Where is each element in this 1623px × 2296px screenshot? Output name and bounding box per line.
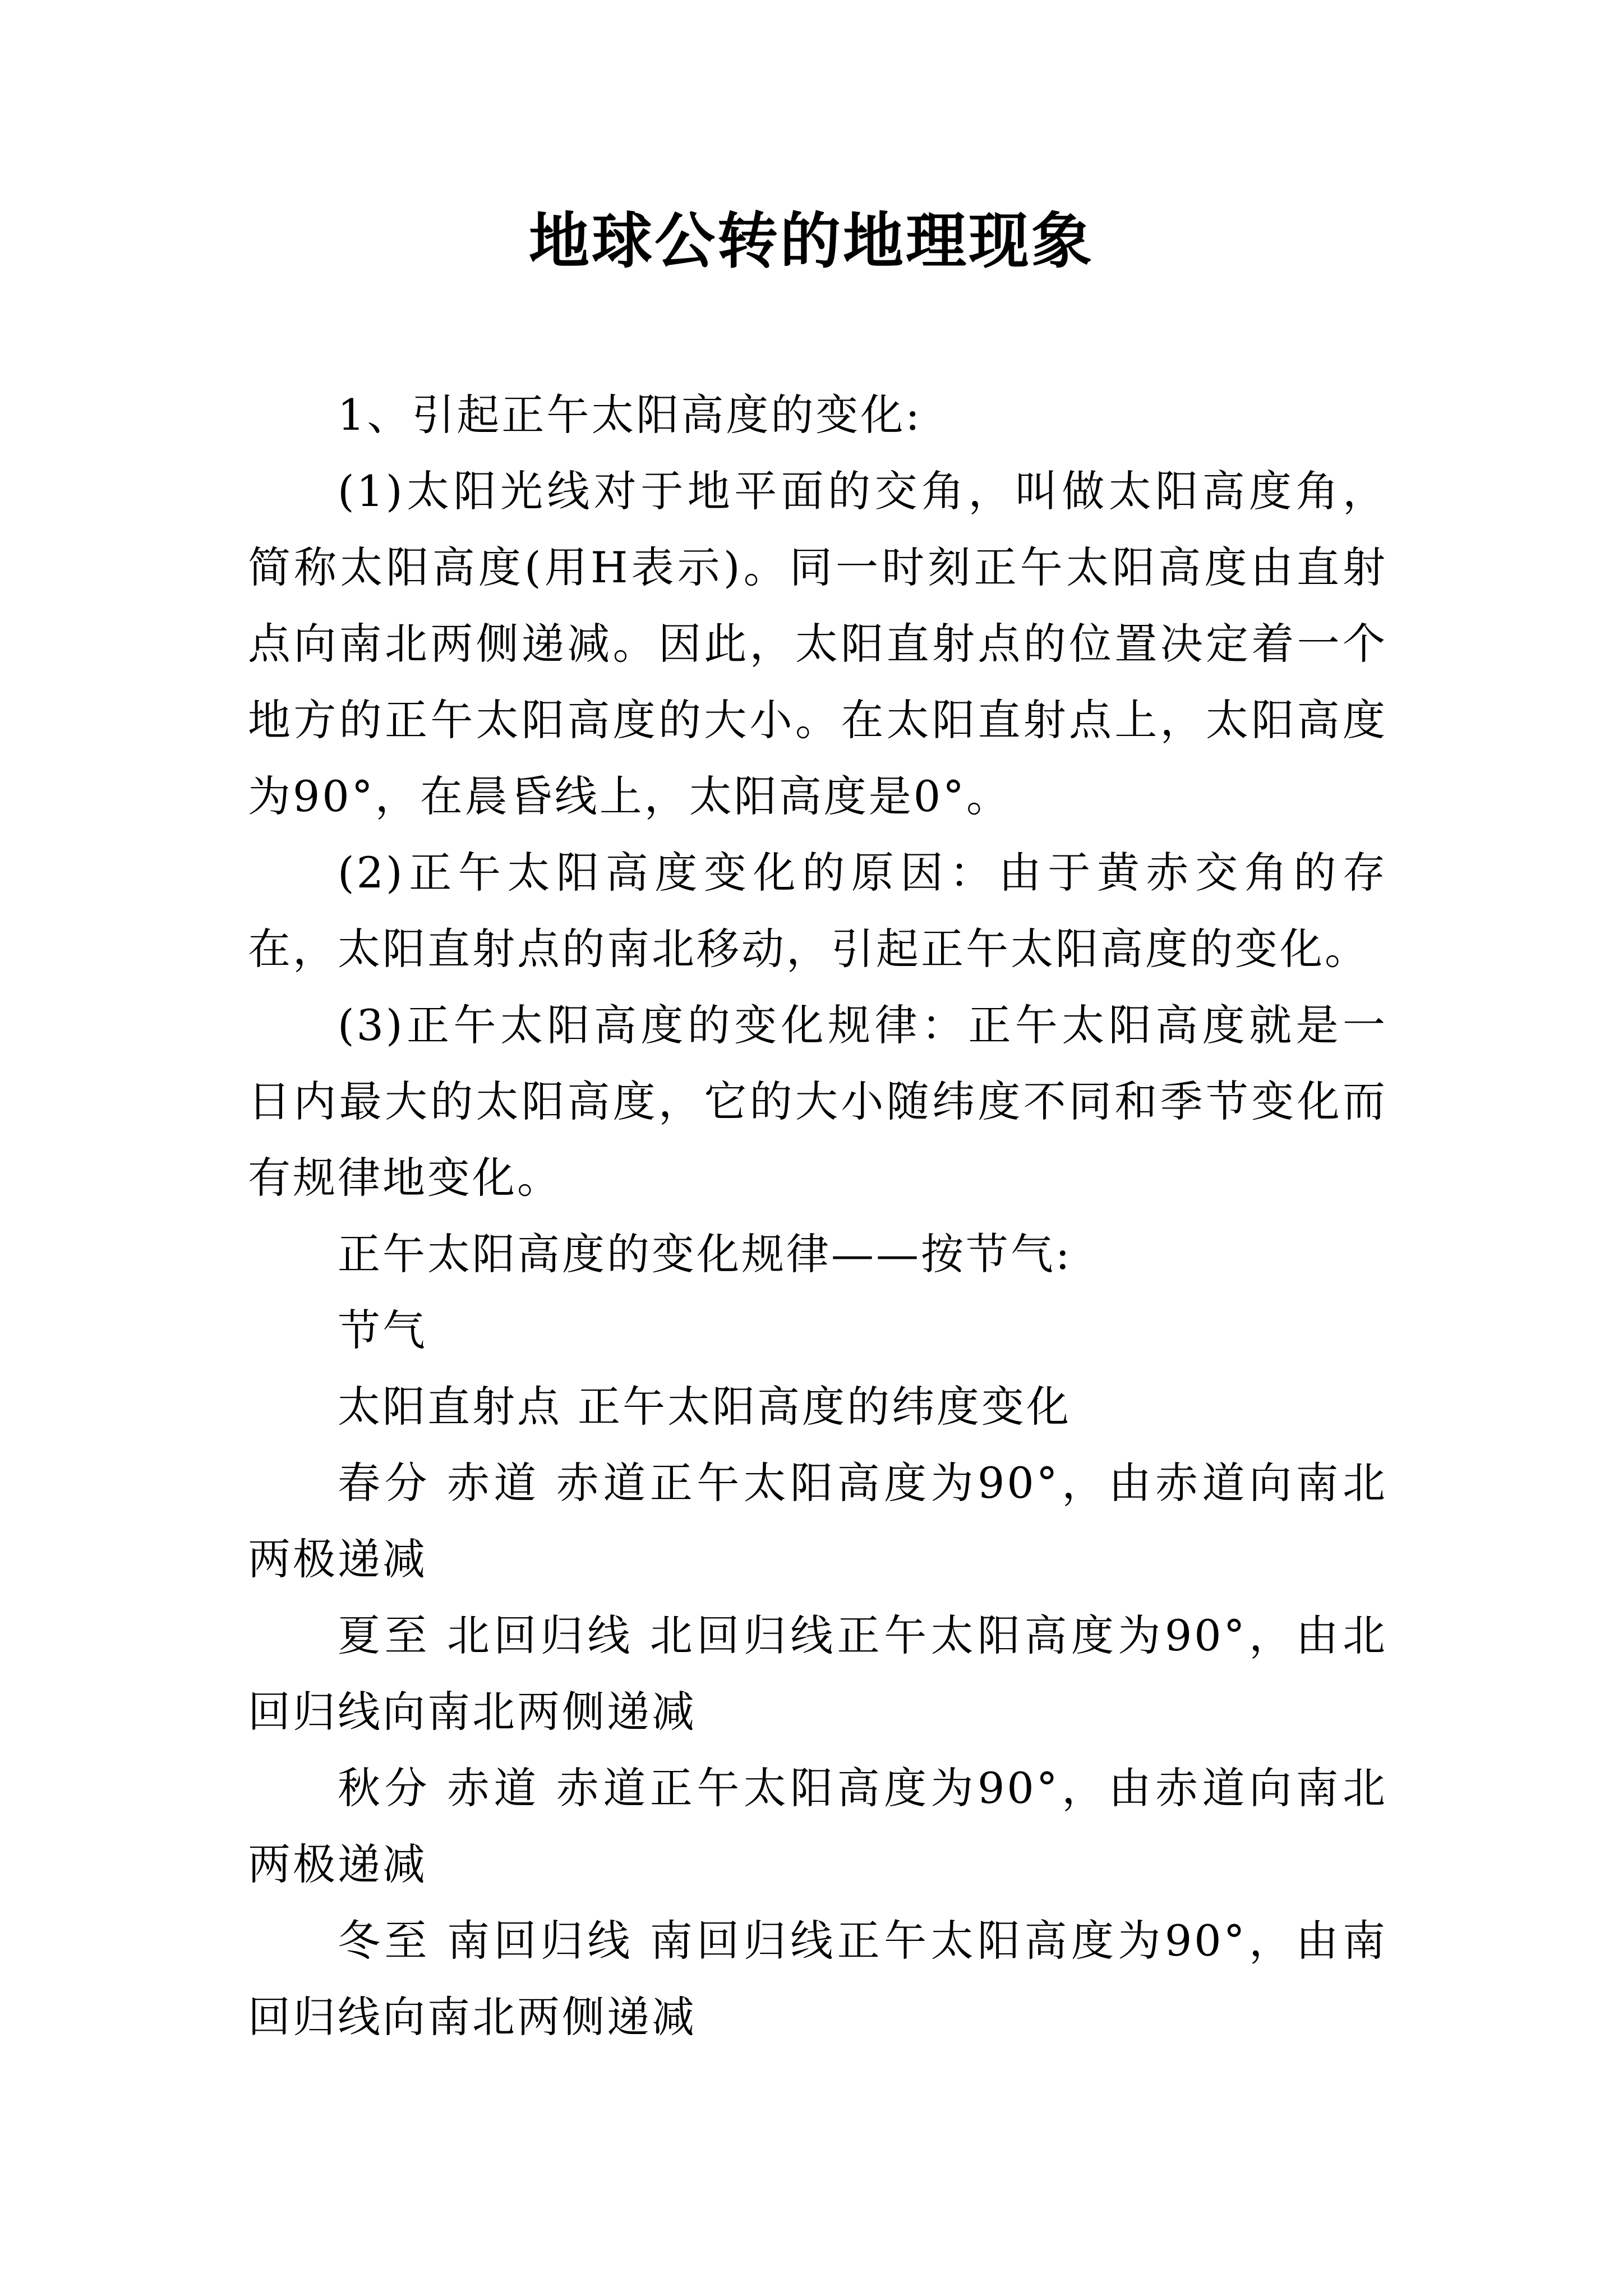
row-term: 夏至 <box>338 1611 431 1660</box>
table-row <box>248 1750 1387 1903</box>
table-header-row <box>248 1369 1387 1445</box>
paragraph-cause: (2)正午太阳高度变化的原因：由于黄赤交角的存在，太阳直射点的南北移动，引起正午太阳高度的变化。 <box>248 848 1387 974</box>
row-point: 赤道 <box>446 1458 541 1508</box>
header-cell-change: 正午太阳高度的纬度变化 <box>578 1382 1071 1432</box>
row-change: 赤道正午太阳高度为90°，由赤道向南北两极递减 <box>248 1763 1388 1889</box>
header-cell-term: 节气 <box>338 1305 427 1355</box>
row-term: 秋分 <box>338 1763 431 1813</box>
table-row <box>248 1903 1387 2055</box>
paragraph-pattern: (3)正午太阳高度的变化规律：正午太阳高度就是一日内最大的太阳高度，它的大小随纬度不同和季节变化而有规律地变化。 <box>248 1000 1387 1203</box>
row-point: 南回归线 <box>446 1916 634 1966</box>
document-title: 地球公转的地理现象 <box>528 206 1094 277</box>
table-row <box>248 1598 1387 1750</box>
row-point: 赤道 <box>446 1763 541 1813</box>
table-caption: 正午太阳高度的变化规律——按节气: <box>338 1229 1072 1279</box>
table-header-term <box>248 1292 1387 1369</box>
row-change: 赤道正午太阳高度为90°，由赤道向南北两极递减 <box>248 1458 1388 1584</box>
row-point: 北回归线 <box>446 1611 634 1660</box>
table-row <box>248 1445 1387 1598</box>
row-term: 冬至 <box>338 1916 431 1966</box>
row-change: 南回归线正午太阳高度为90°，由南回归线向南北两侧递减 <box>248 1916 1388 2042</box>
section-heading: 1、引起正午太阳高度的变化: <box>338 390 922 440</box>
paragraph-definition: (1)太阳光线对于地平面的交角，叫做太阳高度角，简称太阳高度(用H表示)。同一时刻正午太阳高度由直射点向南北两侧递减。因此，太阳直射点的位置决定着一个地方的正午太阳高度的大小。在太阳直射点上，太阳高度为90°，在晨昏线上，太阳高度是0°。 <box>248 466 1387 821</box>
document-body <box>248 377 1387 2055</box>
header-cell-point: 太阳直射点 <box>338 1382 562 1432</box>
row-term: 春分 <box>338 1458 431 1508</box>
row-change: 北回归线正午太阳高度为90°，由北回归线向南北两侧递减 <box>248 1611 1388 1737</box>
